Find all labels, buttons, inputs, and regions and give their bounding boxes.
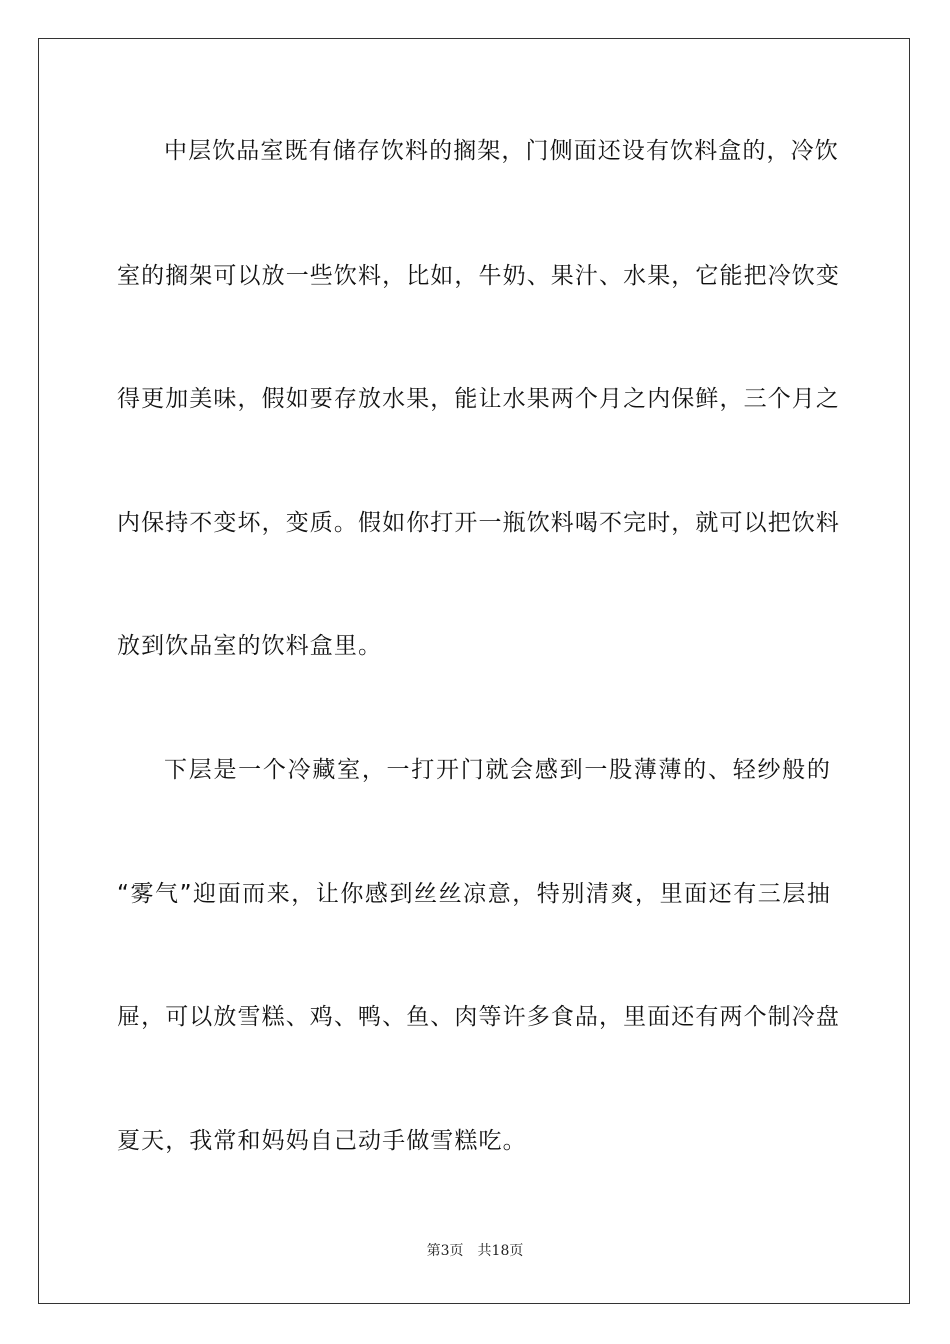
page-number: 第3页	[426, 1243, 464, 1259]
paragraph-1-line-4: 内保持不变坏，变质。假如你打开一瓶饮料喝不完时，就可以把饮料	[117, 510, 840, 536]
paragraph-2-line-2: “雾气”迎面而来，让你感到丝丝凉意，特别清爽，里面还有三层抽	[117, 881, 831, 907]
page-footer	[0, 1242, 950, 1260]
paragraph-1-line-5: 放到饮品室的饮料盒里。	[117, 633, 383, 659]
paragraph-2-line-4: 夏天，我常和妈妈自己动手做雪糕吃。	[117, 1128, 527, 1154]
page-total: 共18页	[477, 1243, 524, 1259]
page-frame	[38, 38, 910, 1304]
paragraph-1-line-3: 得更加美味，假如要存放水果，能让水果两个月之内保鲜，三个月之	[117, 386, 840, 412]
paragraph-1-line-2: 室的搁架可以放一些饮料，比如，牛奶、果汁、水果，它能把冷饮变	[117, 263, 840, 289]
paragraph-2-line-1: 下层是一个冷藏室，一打开门就会感到一股薄薄的、轻纱般的	[164, 757, 831, 783]
paragraph-1-line-1: 中层饮品室既有储存饮料的搁架，门侧面还设有饮料盒的，冷饮	[164, 138, 839, 164]
paragraph-2-line-3: 屉，可以放雪糕、鸡、鸭、鱼、肉等许多食品，里面还有两个制冷盘	[117, 1004, 840, 1030]
